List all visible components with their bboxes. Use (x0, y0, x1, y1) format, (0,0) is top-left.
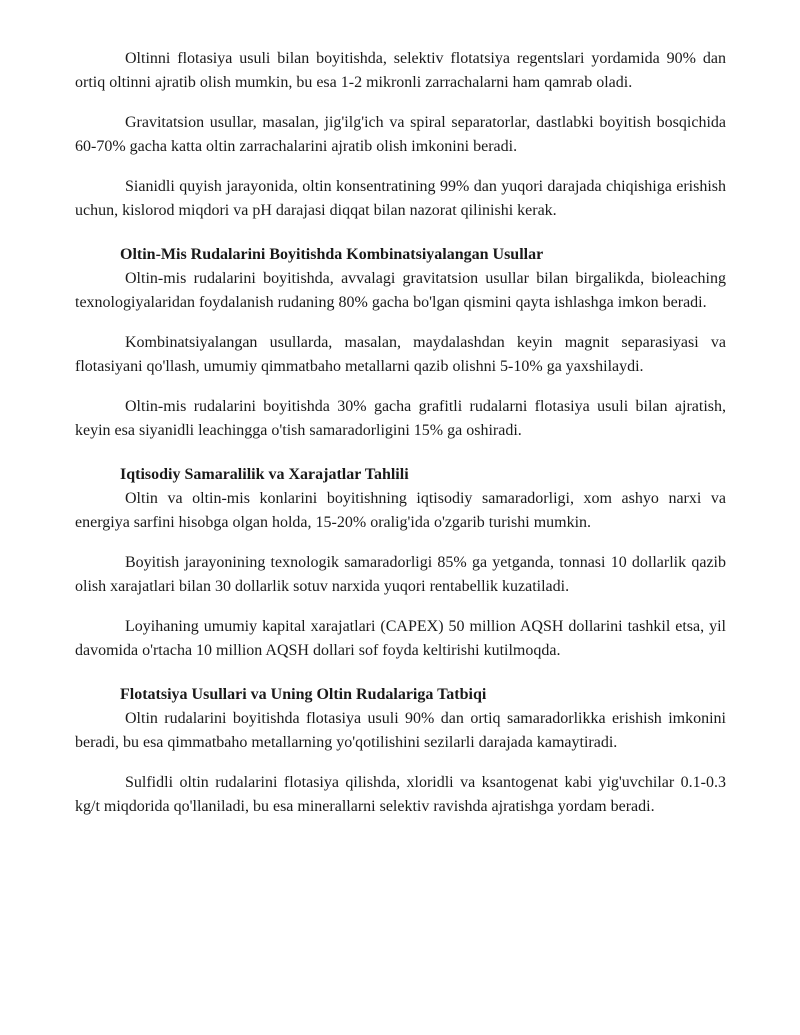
paragraph: Oltin-mis rudalarini boyitishda, avvalagi gravitatsion usullar bilan birgalikda, bioleaching texnologiyalaridan foydalanish rudaning 80% gacha bo'lgan qismini qayta ishlashga imkon beradi. (75, 270, 726, 311)
paragraph: Oltinni flotasiya usuli bilan boyitishda, selektiv flotatsiya regentslari yordamida 90% dan ortiq oltinni ajratib olish mumkin, bu esa 1-2 mikronli zarrachalarni ham qamrab oladi. (75, 50, 726, 91)
paragraph: Sulfidli oltin rudalarini flotasiya qilishda, xloridli va ksantogenat kabi yig'uvchilar 0.1-0.3 kg/t miqdorida qo'llaniladi, bu esa minerallarni selektiv ravishda ajratishga yordam beradi. (75, 774, 726, 815)
paragraph: Oltin va oltin-mis konlarini boyitishning iqtisodiy samaradorligi, xom ashyo narxi va energiya sarfini hisobga olgan holda, 15-20% oralig'ida o'zgarib turishi mumkin. (75, 490, 726, 531)
paragraph: Oltin rudalarini boyitishda flotasiya usuli 90% dan ortiq samaradorlikka erishish imkonini beradi, bu esa qimmatbaho metallarning yo'qotilishini sezilarli darajada kamaytiradi. (75, 710, 726, 751)
paragraph: Sianidli quyish jarayonida, oltin konsentratining 99% dan yuqori darajada chiqishiga erishish uchun, kislorod miqdori va pH darajasi diqqat bilan nazorat qilinishi kerak. (75, 178, 726, 219)
paragraph: Kombinatsiyalangan usullarda, masalan, maydalashdan keyin magnit separasiyasi va flotasiyani qo'llash, umumiy qimmatbaho metallarni qazib olishni 5-10% ga yaxshilaydi. (75, 334, 726, 375)
paragraph: Loyihaning umumiy kapital xarajatlari (CAPEX) 50 million AQSH dollarini tashkil etsa, yil davomida o'rtacha 10 million AQSH dollari sof foyda keltirishi kutilmoqda. (75, 618, 726, 659)
section-heading: Iqtisodiy Samaralilik va Xarajatlar Tahlili (120, 466, 409, 483)
paragraph: Gravitatsion usullar, masalan, jig'ilg'ich va spiral separatorlar, dastlabki boyitish bosqichida 60-70% gacha katta oltin zarrachalarini ajratib olish imkonini beradi. (75, 114, 726, 155)
document-page (75, 47, 726, 819)
paragraph: Boyitish jarayonining texnologik samaradorligi 85% ga yetganda, tonnasi 10 dollarlik qazib olish xarajatlari bilan 30 dollarlik sotuv narxida yuqori rentabellik kuzatiladi. (75, 554, 726, 595)
paragraph: Oltin-mis rudalarini boyitishda 30% gacha grafitli rudalarni flotasiya usuli bilan ajratish, keyin esa siyanidli leachingga o'tish samaradorligini 15% ga oshiradi. (75, 398, 726, 439)
section-heading: Flotatsiya Usullari va Uning Oltin Rudalariga Tatbiqi (120, 686, 487, 703)
section-heading: Oltin-Mis Rudalarini Boyitishda Kombinatsiyalangan Usullar (120, 246, 544, 263)
